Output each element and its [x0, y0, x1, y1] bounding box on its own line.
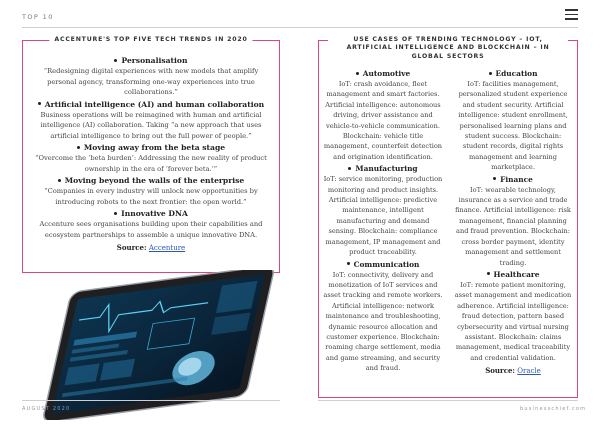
sector-body: IoT: connectivity, delivery and monetization of IoT services and asset tracking and remote workers. Artificial intelligence: network maintenance and troubleshooting, dynamic resource allocation and customer experience. Blockchain: roaming charge settlement, media and game streaming, and security and fraud.: [323, 270, 443, 373]
footer-site: businesschief.com: [520, 406, 587, 412]
use-cases-left-column: [323, 67, 443, 374]
trend-heading: Moving beyond the walls of the enterprise: [31, 175, 271, 186]
accenture-trends-title: ACCENTURE'S TOP FIVE TECH TRENDS IN 2020: [49, 36, 252, 44]
trend-body: Business operations will be reimagined with human and artificial intelligence (AI) collaboration. Taking “a new approach that uses artificial intelligence to bring out the full power of people.”: [40, 110, 262, 140]
trend-heading: Moving away from the beta stage: [31, 142, 271, 153]
footer-date: AUGUST 2020: [22, 406, 71, 412]
source-line: Source: Accenture: [116, 243, 186, 252]
trend-heading: Artificial intelligence (AI) and human collaboration: [31, 99, 271, 110]
sector-heading: Healthcare: [453, 269, 573, 280]
trend-heading: Personalisation: [31, 55, 271, 66]
sector-heading: Education: [453, 68, 573, 79]
sector-heading: Automotive: [323, 68, 443, 79]
sector-body: IoT: remote patient monitoring, asset management and medication adherence. Artificial intelligence: fraud detection, pattern based cybersecurity and virtual nursing assistant. Blockchain: claims management, medical traceability and credential validation.: [454, 280, 572, 362]
sector-heading: Manufacturing: [323, 163, 443, 174]
accenture-trends-box: [22, 36, 280, 273]
trend-body: “Overcome the ‘beta burden’: Addressing the new reality of product ownership in the era of ‘forever beta.’”: [35, 154, 267, 173]
trend-body: “Companies in every industry will unlock new opportunities by introducing robots to the next frontier: the open world.”: [44, 187, 258, 206]
sector-body: IoT: service monitoring, production monitoring and product insights. Artificial intelligence: predictive maintenance, intelligent manufacturing and demand sensing. Blockchain: compliance management, IP management and product traceability.: [323, 175, 443, 257]
sector-heading: Communication: [323, 259, 443, 270]
use-cases-title: USE CASES OF TRENDING TECHNOLOGY – IOT, ARTIFICIAL INTELLIGENCE AND BLOCKCHAIN – IN GLOBAL SECTORS: [328, 36, 568, 61]
sector-body: IoT: wearable technology, insurance as a service and trade finance. Artificial intelligence: risk management, financial planning and fraud prevention. Blockchain: cross border payment, identity management and settlement trading.: [455, 185, 571, 267]
sector-heading: Finance: [453, 174, 573, 185]
sector-body: IoT: facilities management, personalized student experience and student security. Artificial intelligence: student enrollment, personalised learning plans and student success. Blockchain: student records, digital rights management and learning marketplace.: [458, 80, 568, 172]
header-divider: [22, 27, 578, 28]
trend-body: Accenture sees organisations building upon their capabilities and ecosystem partnerships to assemble a unique innovative DNA.: [39, 220, 263, 239]
section-label: TOP 10: [22, 13, 54, 21]
source-line: Source: Oracle: [485, 366, 541, 376]
sector-body: IoT: crash avoidance, fleet management and smart factories. Artificial intelligence: autonomous driving, driver assistance and vehicle-to-vehicle communication. Blockchain: vehicle title management, counterfeit detection and origination identification.: [323, 80, 443, 161]
trend-body: “Redesigning digital experiences with new models that amplify personal agency, transforming one-way experiences into true collaborations.”: [43, 67, 259, 96]
footer-divider-left: [22, 400, 280, 401]
footer-divider-right: [318, 400, 578, 401]
source-link-accenture[interactable]: Accenture: [148, 244, 186, 252]
hamburger-menu-icon[interactable]: [565, 9, 578, 20]
source-link-oracle[interactable]: Oracle: [517, 367, 541, 376]
use-cases-right-column: [453, 67, 573, 377]
use-cases-box: [318, 36, 578, 398]
trend-heading: Innovative DNA: [31, 208, 271, 219]
tablet-illustration: [28, 270, 290, 420]
